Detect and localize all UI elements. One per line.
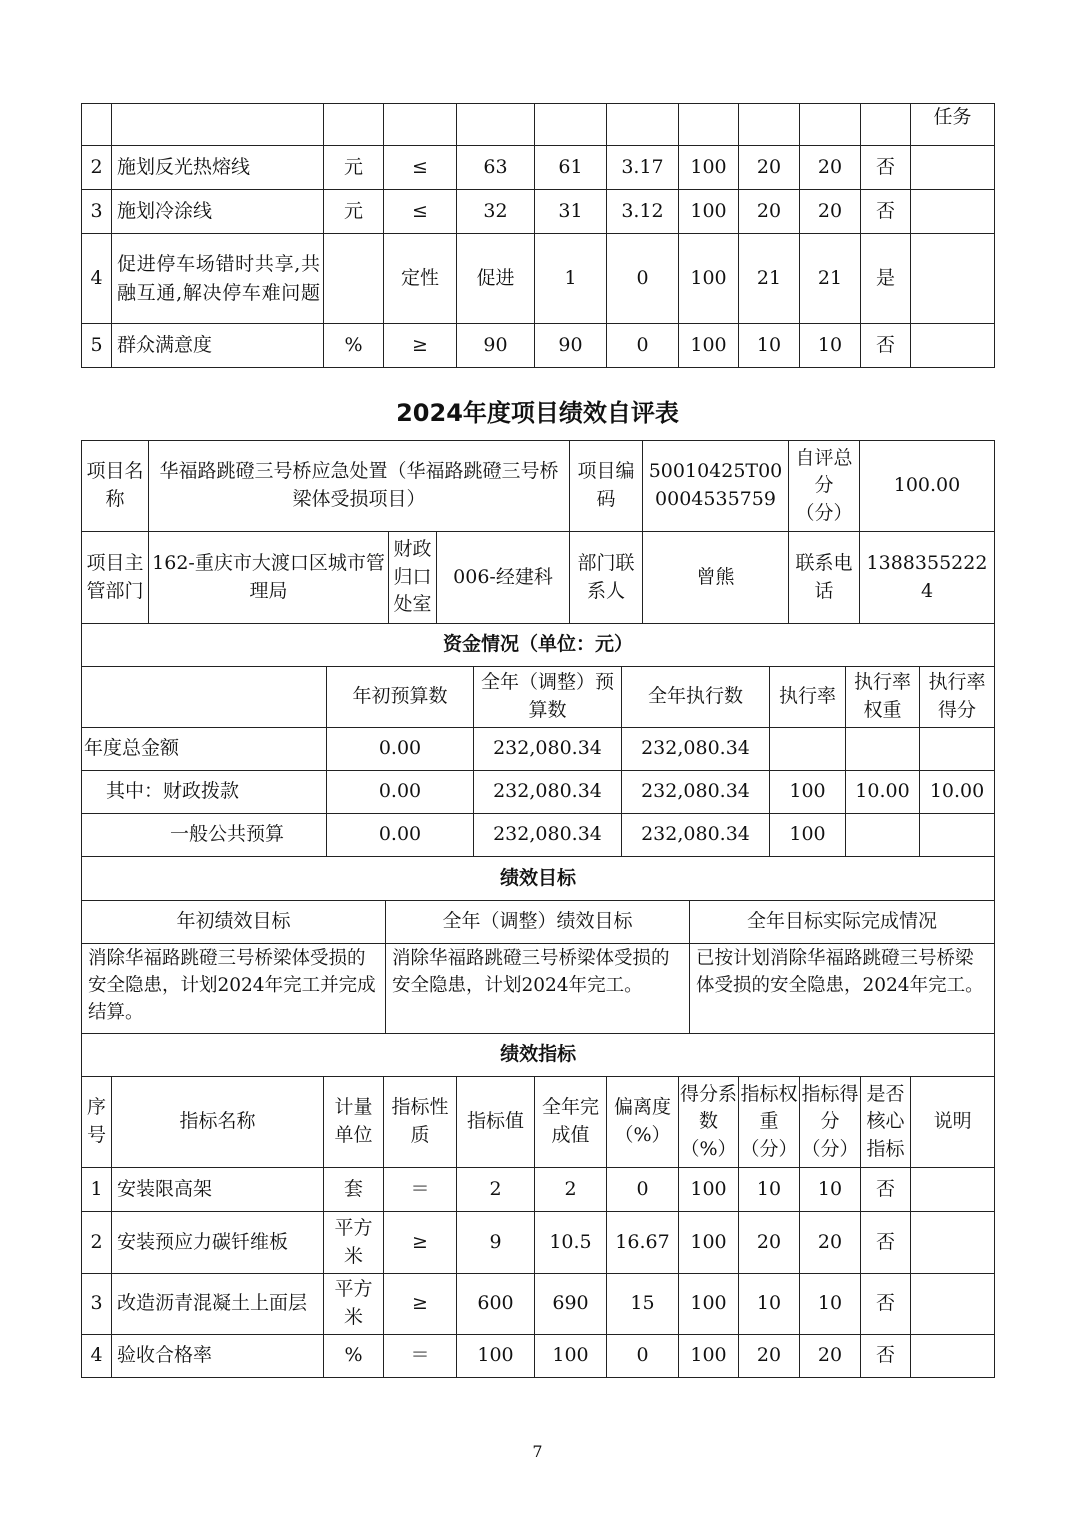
cell-coef: 100 [679,1212,739,1274]
cell-name: 促进停车场错时共享,共融互通,解决停车难问题 [112,234,324,324]
cell-weight: 20 [739,146,800,190]
col-header: 全年（调整）绩效目标 [386,901,690,944]
cell-weight: 21 [739,234,800,324]
page-number: 7 [532,1442,543,1461]
cell-coef: 100 [679,1335,739,1378]
cell-initial: 0.00 [327,771,474,814]
cell-executed: 232,080.34 [622,771,770,814]
cell-target: 32 [457,190,535,234]
table-row [82,728,995,771]
cell-note [911,234,995,324]
cell-target: 63 [457,146,535,190]
cell-name: 施划反光热熔线 [112,146,324,190]
cell-nature: 定性 [384,234,457,324]
table-row [82,944,995,1034]
cell-initial: 0.00 [327,728,474,771]
table-row [82,667,995,728]
cell-dev: 0 [607,234,679,324]
cell-rate: 100 [770,771,846,814]
cell-dev: 0 [607,1335,679,1378]
cell-dev: 15 [607,1274,679,1335]
project-name: 华福路跳磴三号桥应急处置（华福路跳磴三号桥梁体受损项目） [149,441,570,532]
cell-weight: 10 [739,324,800,368]
cell-name: 群众满意度 [112,324,324,368]
table-row [82,814,995,857]
cell-score: 20 [800,190,861,234]
project-info-table [81,440,995,624]
cell-unit: 套 [324,1168,384,1212]
col-header: 是否核心指标 [861,1077,911,1168]
cell-dev: 0 [607,324,679,368]
cell-name: 改造沥青混凝土上面层 [112,1274,324,1335]
cell-adjusted: 232,080.34 [474,728,622,771]
cell-weight: 20 [739,1212,800,1274]
dept-label: 项目主管部门 [82,532,149,624]
col-header: 得分系数（%） [679,1077,739,1168]
cell-core: 否 [861,1212,911,1274]
table-row [82,857,995,901]
table-row [82,146,995,190]
col-header: 指标名称 [112,1077,324,1168]
cell-score: 20 [800,1335,861,1378]
col-header: 指标性质 [384,1077,457,1168]
cell-core: 否 [861,324,911,368]
cell-score [920,728,995,771]
cell-weight: 20 [739,190,800,234]
page-title: 2024年度项目绩效自评表 [396,399,679,427]
col-header: 执行率权重 [846,667,920,728]
col-header: 指标值 [457,1077,535,1168]
cell-done: 61 [535,146,607,190]
cell-note [911,1274,995,1335]
cell-note [911,1212,995,1274]
cell-done: 100 [535,1335,607,1378]
cell-no: 4 [82,1335,112,1378]
cell-score [920,814,995,857]
cell-score: 10.00 [920,771,995,814]
cell-no: 1 [82,1168,112,1212]
adjusted-goal: 消除华福路跳磴三号桥梁体受损的安全隐患，计划2024年完工。 [386,944,690,1034]
table-row [82,190,995,234]
cell-no: 3 [82,1274,112,1335]
cell-nature: ≤ [384,190,457,234]
cell-target: 促进 [457,234,535,324]
cell-target: 600 [457,1274,535,1335]
table-row [82,1274,995,1335]
table-row [82,771,995,814]
cell-weight: 10 [739,1274,800,1335]
cell-unit: % [324,1335,384,1378]
self-score: 100.00 [860,441,995,532]
finance: 006-经建科 [437,532,570,624]
project-code-label: 项目编码 [570,441,643,532]
cell-name: 验收合格率 [112,1335,324,1378]
cell-coef: 100 [679,324,739,368]
cell-core: 否 [861,190,911,234]
cell-executed: 232,080.34 [622,728,770,771]
cell-note [911,1168,995,1212]
cell-note [911,146,995,190]
actual-goal: 已按计划消除华福路跳磴三号桥梁体受损的安全隐患，2024年完工。 [690,944,995,1034]
cell-nature: ≥ [384,1274,457,1335]
cell-name: 安装限高架 [112,1168,324,1212]
cell-note [911,324,995,368]
cell-done: 90 [535,324,607,368]
cell-dev: 3.17 [607,146,679,190]
cell-nature: ≥ [384,324,457,368]
table-row [82,324,995,368]
cell-core: 是 [861,234,911,324]
cell-score: 10 [800,1274,861,1335]
cell-unit: 元 [324,190,384,234]
col-header: 年初预算数 [327,667,474,728]
cell-score: 20 [800,146,861,190]
cell-target: 9 [457,1212,535,1274]
continued-indicator-table [81,103,995,368]
table-row [82,624,995,667]
cell-coef: 100 [679,190,739,234]
cell-executed: 232,080.34 [622,814,770,857]
cell-nature: ＝ [384,1168,457,1212]
col-header: 执行率 [770,667,846,728]
cell-done: 690 [535,1274,607,1335]
table-row [82,1034,995,1077]
cell-no: 3 [82,190,112,234]
row-label: 其中：财政拨款 [82,771,327,814]
col-header: 指标权重（分） [739,1077,800,1168]
cell-nature: ＝ [384,1335,457,1378]
dept: 162-重庆市大渡口区城市管理局 [149,532,389,624]
cell-core: 否 [861,1168,911,1212]
cell-score: 21 [800,234,861,324]
indicators-section-title: 绩效指标 [82,1034,995,1077]
table-row [82,1077,995,1168]
col-header: 计量单位 [324,1077,384,1168]
project-name-label: 项目名称 [82,441,149,532]
cell-dev: 0 [607,1168,679,1212]
self-score-label: 自评总分（分） [789,441,860,532]
phone: 13883552224 [860,532,995,624]
col-header: 指标得分（分） [800,1077,861,1168]
col-header: 全年（调整）预算数 [474,667,622,728]
cell-dev: 3.12 [607,190,679,234]
cell-score: 10 [800,324,861,368]
table-row [82,1168,995,1212]
row-label: 年度总金额 [82,728,327,771]
table-row [82,441,995,532]
cell-unit: 平方米 [324,1274,384,1335]
col-header: 全年执行数 [622,667,770,728]
contact: 曾熊 [643,532,789,624]
table-row [82,1335,995,1378]
cell-note [911,1335,995,1378]
cell-done: 1 [535,234,607,324]
cell-unit [324,234,384,324]
col-header: 执行率得分 [920,667,995,728]
cell-weight: 10 [739,1168,800,1212]
cell-rate [770,728,846,771]
col-header: 说明 [911,1077,995,1168]
header-tail: 任务 [911,104,995,146]
table-row [82,901,995,944]
cell-no: 5 [82,324,112,368]
project-code: 50010425T000004535759 [643,441,789,532]
cell-no: 2 [82,146,112,190]
cell-target: 2 [457,1168,535,1212]
cell-note [911,190,995,234]
cell-coef: 100 [679,234,739,324]
cell-name: 施划冷涂线 [112,190,324,234]
cell-dev: 16.67 [607,1212,679,1274]
cell-coef: 100 [679,1274,739,1335]
cell-nature: ≥ [384,1212,457,1274]
goals-section-title: 绩效目标 [82,857,995,901]
funds-table [81,623,995,857]
cell-score: 20 [800,1212,861,1274]
cell-name: 安装预应力碳钎维板 [112,1212,324,1274]
table-row [82,532,995,624]
cell-coef: 100 [679,146,739,190]
col-header: 年初绩效目标 [82,901,386,944]
cell-unit: 平方米 [324,1212,384,1274]
cell-unit: % [324,324,384,368]
table-row [82,234,995,324]
phone-label: 联系电话 [789,532,860,624]
cell-rate: 100 [770,814,846,857]
cell-nature: ≤ [384,146,457,190]
cell-core: 否 [861,146,911,190]
col-header: 全年目标实际完成情况 [690,901,995,944]
funds-section-title: 资金情况（单位：元） [82,624,995,667]
cell-no: 2 [82,1212,112,1274]
initial-goal: 消除华福路跳磴三号桥梁体受损的安全隐患，计划2024年完工并完成结算。 [82,944,386,1034]
cell-core: 否 [861,1274,911,1335]
cell-target: 100 [457,1335,535,1378]
cell-target: 90 [457,324,535,368]
col-header: 序号 [82,1077,112,1168]
table-row [82,104,995,146]
cell-weight [846,728,920,771]
col-header: 偏离度（%） [607,1077,679,1168]
cell-weight: 20 [739,1335,800,1378]
cell-done: 31 [535,190,607,234]
cell-done: 2 [535,1168,607,1212]
cell-unit: 元 [324,146,384,190]
col-header: 全年完成值 [535,1077,607,1168]
cell-weight [846,814,920,857]
contact-label: 部门联系人 [570,532,643,624]
cell-done: 10.5 [535,1212,607,1274]
cell-coef: 100 [679,1168,739,1212]
cell-adjusted: 232,080.34 [474,814,622,857]
goals-table [81,856,995,1034]
cell-score: 10 [800,1168,861,1212]
row-label: 一般公共预算 [82,814,327,857]
finance-label: 财政归口处室 [389,532,437,624]
table-row [82,1212,995,1274]
cell-core: 否 [861,1335,911,1378]
indicators-table [81,1033,995,1378]
cell-adjusted: 232,080.34 [474,771,622,814]
cell-no: 4 [82,234,112,324]
cell-initial: 0.00 [327,814,474,857]
cell-weight: 10.00 [846,771,920,814]
